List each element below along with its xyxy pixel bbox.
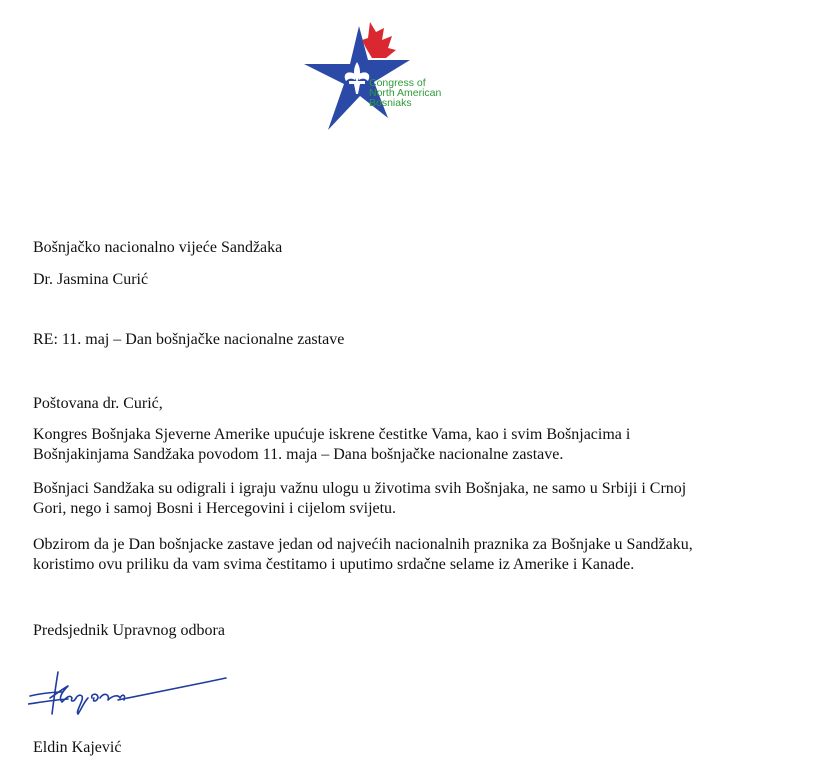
organization-logo (300, 18, 470, 136)
logo-line-2: North American (369, 87, 442, 99)
closing-title: Predsjednik Upravnog odbora (33, 622, 225, 639)
salutation: Poštovana dr. Curić, (33, 395, 163, 412)
logo-line-3: Bosniaks (369, 97, 412, 109)
paragraph-line: Kongres Bošnjaka Sjeverne Amerike upućuje iskrene čestitke Vama, kao i svim Bošnjacima i (33, 426, 631, 443)
paragraph-line: koristimo ovu priliku da vam svima čestitamo i uputimo srdačne selame iz Amerike i Kanade. (33, 556, 635, 573)
paragraph-line: Gori, nego i samoj Bosni i Hercegovini i cijelom svijetu. (33, 500, 397, 517)
subject-line: RE: 11. maj – Dan bošnjačke nacionalne zastave (33, 331, 345, 348)
maple-leaf-icon (362, 22, 396, 58)
recipient-organization: Bošnjačko nacionalno vijeće Sandžaka (33, 239, 283, 256)
paragraph-line: Bošnjakinjama Sandžaka povodom 11. maja – Dana bošnjačke nacionalne zastave. (33, 446, 564, 463)
body-paragraph-3 (33, 535, 803, 575)
handwritten-signature (28, 668, 238, 728)
paragraph-line: Obzirom da je Dan bošnjacke zastave jedan od najvećih nacionalnih praznika za Bošnjake u Sandžaku, (33, 536, 693, 553)
logo-line-1: Congress of (369, 77, 426, 89)
paragraph-line: Bošnjaci Sandžaka su odigrali i igraju važnu ulogu u životima svih Bošnjaka, ne samo u Srbiji i Crnoj (33, 480, 687, 497)
recipient-name: Dr. Jasmina Curić (33, 271, 149, 288)
logo-text (369, 78, 441, 108)
signer-name: Eldin Kajević (33, 739, 122, 756)
body-paragraph-1 (33, 425, 803, 465)
body-paragraph-2 (33, 479, 803, 519)
signature-icon (28, 668, 238, 728)
